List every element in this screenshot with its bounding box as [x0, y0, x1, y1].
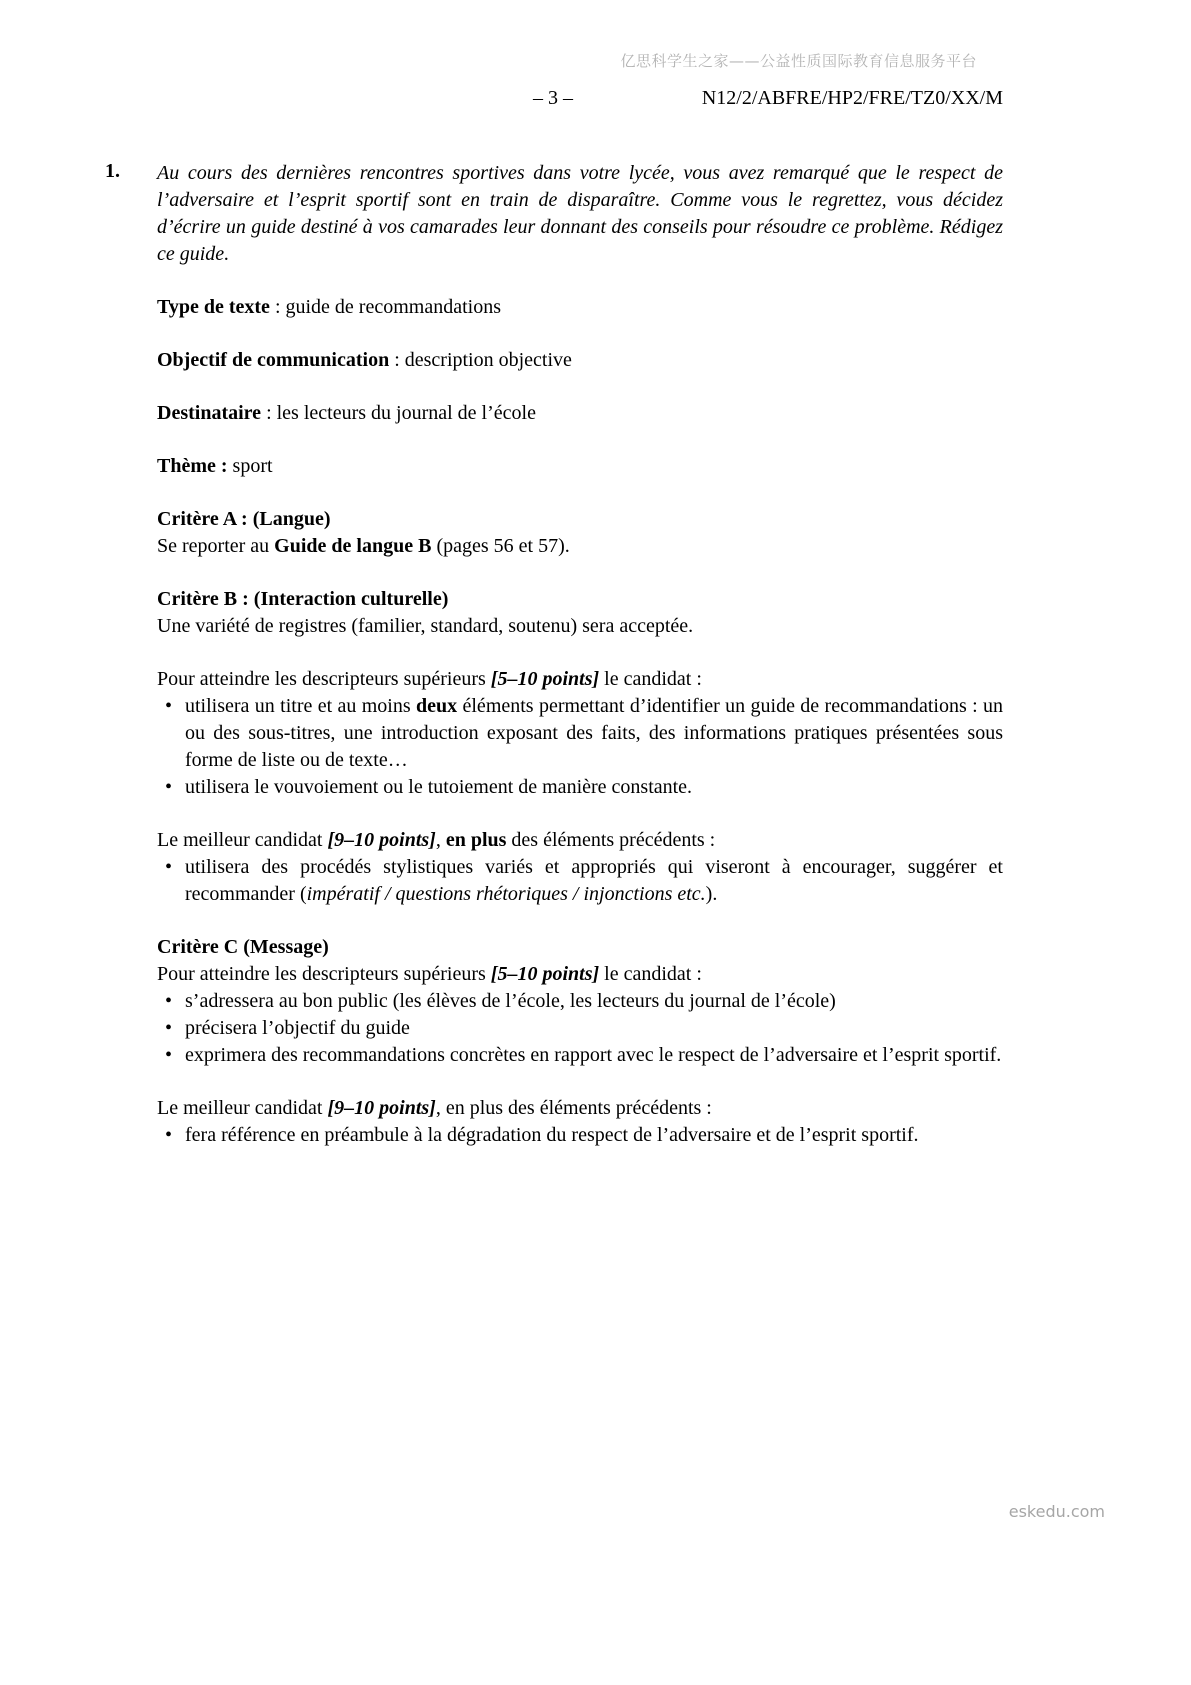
- text-segment: Pour atteindre les descripteurs supérieurs: [157, 963, 491, 985]
- page-number: – 3 –: [533, 87, 573, 109]
- criterion-b-heading: Critère B : (Interaction culturelle): [157, 588, 449, 610]
- criterion-b-best-bullet: [157, 854, 1003, 908]
- meta-objectif: [157, 347, 1003, 374]
- meta-label: Thème :: [157, 455, 228, 477]
- criterion-b-best-intro: [157, 827, 1003, 854]
- points-range: [5–10 points]: [490, 668, 600, 690]
- watermark-bottom: eskedu.com: [1008, 1502, 1105, 1521]
- text-segment: Pour atteindre les descripteurs supérieurs: [157, 668, 491, 690]
- criterion-a-body: [157, 533, 1003, 560]
- criterion-b-bullet-1: [157, 693, 1003, 774]
- text-segment-bold: en plus: [445, 829, 507, 851]
- criterion-b-intro: Une variété de registres (familier, standard, soutenu) sera acceptée.: [157, 615, 694, 637]
- document-content: [157, 160, 1003, 1149]
- criterion-b-upper-intro: [157, 666, 1003, 693]
- meta-destinataire: [157, 400, 1003, 427]
- points-range: [9–10 points]: [327, 829, 436, 851]
- text-segment-bold: deux: [416, 695, 458, 717]
- criterion-c-upper-intro: [157, 961, 1003, 988]
- criterion-c-best-intro: [157, 1095, 1003, 1122]
- criterion-a-heading: Critère A : (Langue): [157, 508, 331, 530]
- text-segment: des éléments précédents :: [506, 829, 716, 851]
- points-range: [9–10 points]: [327, 1097, 436, 1119]
- meta-label: Objectif de communication: [157, 349, 390, 371]
- text-segment: éléments permettant d’identifier un guide de recommandations : un ou des sous-titres, une introduction exposant des faits, des informations pratiques présentées sous forme de liste ou de texte…: [185, 695, 1004, 771]
- text-segment: Le meilleur candidat: [157, 829, 328, 851]
- criterion-c-bullet-2: • précisera l’objectif du guide: [157, 1015, 1003, 1042]
- criterion-b-bullet-2: • utilisera le vouvoiement ou le tutoiement de manière constante.: [157, 774, 1003, 801]
- meta-label: Type de texte: [157, 296, 270, 318]
- meta-value: : description objective: [389, 349, 572, 371]
- meta-value: : les lecteurs du journal de l’école: [261, 402, 536, 424]
- text-segment: Se reporter au: [157, 535, 275, 557]
- meta-value: sport: [227, 455, 273, 477]
- question-prompt: Au cours des dernières rencontres sportives dans votre lycée, vous avez remarqué que le respect de l’adversaire et l’esprit sportif sont en train de disparaître. Comme vous le regrettez, vous décidez d’écrire un guide destiné à vos camarades leur donnant des conseils pour résoudre ce problème. Rédigez ce guide.: [157, 162, 1003, 265]
- text-segment: Le meilleur candidat: [157, 1097, 328, 1119]
- text-segment: , en plus des éléments précédents :: [435, 1097, 712, 1119]
- points-range: [5–10 points]: [490, 963, 600, 985]
- question-number: 1.: [105, 160, 120, 182]
- text-segment: (pages 56 et 57).: [431, 535, 570, 557]
- paper-code: N12/2/ABFRE/HP2/FRE/TZ0/XX/M: [701, 87, 1003, 109]
- text-segment-bold: Guide de langue B: [274, 535, 432, 557]
- criterion-c-bullet-3: • exprimera des recommandations concrètes en rapport avec le respect de l’adversaire et l’esprit sportif.: [157, 1042, 1003, 1069]
- meta-theme: [157, 453, 1003, 480]
- meta-type-de-texte: [157, 294, 1003, 321]
- text-segment: utilisera des procédés stylistiques variés et appropriés qui viseront à encourager, suggérer et recommander (: [185, 856, 1003, 905]
- text-segment: le candidat :: [599, 668, 702, 690]
- text-segment: ,: [435, 829, 446, 851]
- criterion-c-bullet-1: • s’adressera au bon public (les élèves de l’école, les lecteurs du journal de l’école): [157, 988, 1003, 1015]
- criterion-c-heading: Critère C (Message): [157, 936, 329, 958]
- meta-label: Destinataire: [157, 402, 262, 424]
- text-segment-italic: impératif / questions rhétoriques / injonctions etc.: [306, 883, 706, 905]
- meta-value: : guide de recommandations: [269, 296, 501, 318]
- text-segment: le candidat :: [599, 963, 702, 985]
- text-segment: utilisera un titre et au moins: [185, 695, 417, 717]
- text-segment: ).: [705, 883, 718, 905]
- criterion-c-best-bullet: • fera référence en préambule à la dégradation du respect de l’adversaire et de l’esprit sportif.: [157, 1122, 1003, 1149]
- watermark-top: 亿思科学生之家——公益性质国际教育信息服务平台: [620, 52, 977, 70]
